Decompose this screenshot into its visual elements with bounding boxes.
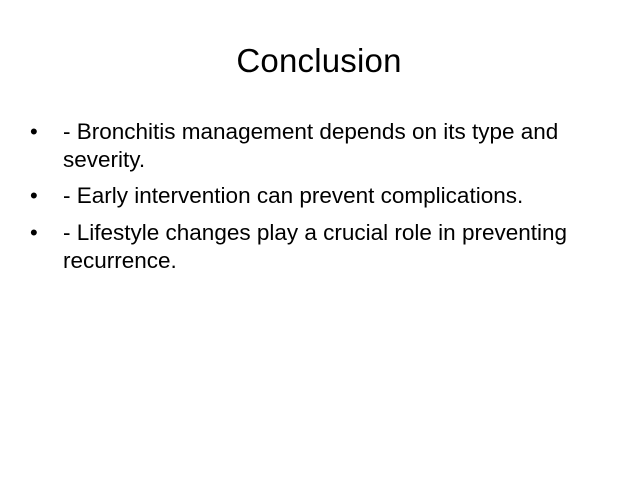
bullet-list <box>30 118 620 283</box>
bullet-text: - Early intervention can prevent complications. <box>63 183 524 208</box>
slide-title: Conclusion <box>236 42 402 79</box>
bullet-text: - Bronchitis management depends on its type and severity. <box>63 119 559 172</box>
bullet-item <box>30 118 620 174</box>
bullet-dot-icon: • <box>30 119 38 144</box>
bullet-dot-icon: • <box>30 220 38 245</box>
bullet-dot-icon: • <box>30 183 38 208</box>
bullet-item <box>30 219 620 275</box>
bullet-text: - Lifestyle changes play a crucial role in preventing recurrence. <box>63 220 568 273</box>
bullet-item <box>30 182 620 210</box>
